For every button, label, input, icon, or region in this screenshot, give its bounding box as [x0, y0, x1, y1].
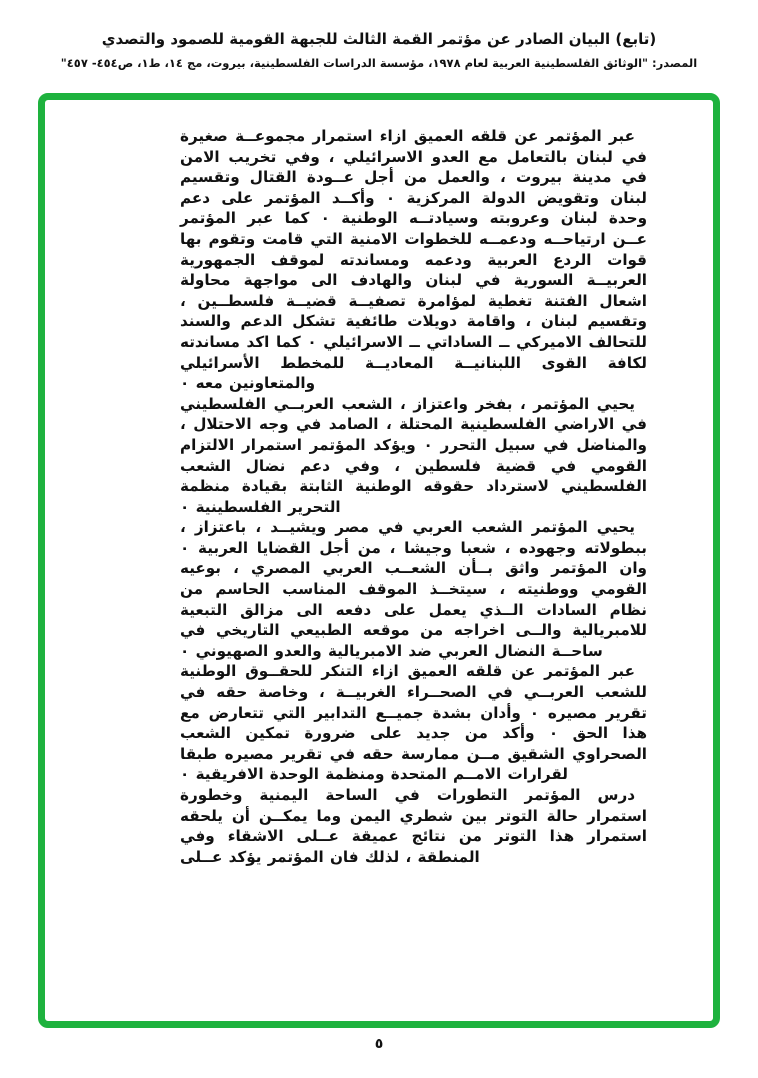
document-body: [180, 126, 647, 867]
paragraph: يحيي المؤتمر الشعب العربي في مصر ويشيــد ، باعتزاز ، ببطولاته وجهوده ، شعبا وجيشا ، من أجل القضايا العربية ٠ وان المؤتمر واثق بــأن الشعــب العربي المصري ، بوعيه القومي ووطنيته ، سيتخــذ الموقف المناسب الحاسم من نظام السادات الــذي يعمل على دفعه الى مزالق التبعية للامبريالية والــى اخراجه من موقعه الطبيعي التاريخي في ساحــة النضال العربي ضد الامبريالية والعدو الصهيوني ٠: [180, 518, 647, 660]
document-source-line: المصدر: "الوثائق الفلسطينية العربية لعام ١٩٧٨، مؤسسة الدراسات الفلسطينية، بيروت، مج ١٤، ط١، ص٤٥٤- ٤٥٧": [60, 56, 698, 70]
paragraph: يحيي المؤتمر ، بفخر واعتزاز ، الشعب العربــي الفلسطيني في الاراضي الفلسطينية المحتلة ، الصامد في وجه الاحتلال ، والمناضل في سبيل التحرر ٠ ويؤكد المؤتمر استمرار الالتزام القومي في قضية فلسطين ، وفي دعم نضال الشعب الفلسطيني لاسترداد حقوقه الوطنية الثابتة بقيادة منظمة التحرير الفلسطينية ٠: [180, 394, 647, 516]
document-title: (تابع) البيان الصادر عن مؤتمر القمة الثالث للجبهة القومية للصمود والتصدي: [101, 30, 657, 48]
paragraph: درس المؤتمر التطورات في الساحة اليمنية وخطورة استمرار حالة التوتر بين شطري اليمن وما يمكــن أن يلحقه استمرار هذا التوتر من نتائج عميقة عــلى الاشقاء وفي المنطقة ، لذلك فان المؤتمر يؤكد عــلى: [180, 786, 647, 866]
paragraph: عبر المؤتمر عن قلقه العميق ازاء التنكر للحقــوق الوطنية للشعب العربــي في الصحــراء الغربيــة ، وخاصة حقه في تقرير مصيره ٠ وأدان بشدة جميــع التدابير التي تتعارض مع هذا الحق ٠ وأكد من جديد على ضرورة تمكين الشعب الصحراوي الشقيق مــن ممارسة حقه في تقرير مصيره طبقا لقرارات الامــم المتحدة ومنظمة الوحدة الافريقية ٠: [180, 662, 647, 784]
document-header: [0, 28, 758, 72]
paragraph: عبر المؤتمر عن قلقه العميق ازاء استمرار مجموعــة صغيرة في لبنان بالتعامل مع العدو الاسرائيلي ، وفي تخريب الامن في مدينة بيروت ، والعمل من أجل عــودة القتال وتقسيم لبنان وتقويض الدولة المركزية ٠ وأكــد المؤتمر على دعم وحدة لبنان وعروبته وسيادتــه الوطنية ٠ كما عبر المؤتمر عــن ارتياحــه ودعمــه للخطوات الامنية التي قامت وتقوم بها قوات الردع العربية ودعمه ومساندته لموقف الجمهورية العربيــة السورية في لبنان والهادف الى مواجهة محاولة اشعال الفتنة تغطية لمؤامرة تصفيــة قضيــة فلسطــين ، وتقسيم لبنان ، واقامة دويلات طائفية تشكل الدعم والسند للتحالف الاميركي ــ الساداتي ــ الاسرائيلي ٠ كما اكد مساندته لكافة القوى اللبنانيــة المعاديــة للمخطط الأسرائيلي والمتعاونين معه ٠: [180, 127, 648, 393]
page-number: ٥: [374, 1036, 384, 1052]
